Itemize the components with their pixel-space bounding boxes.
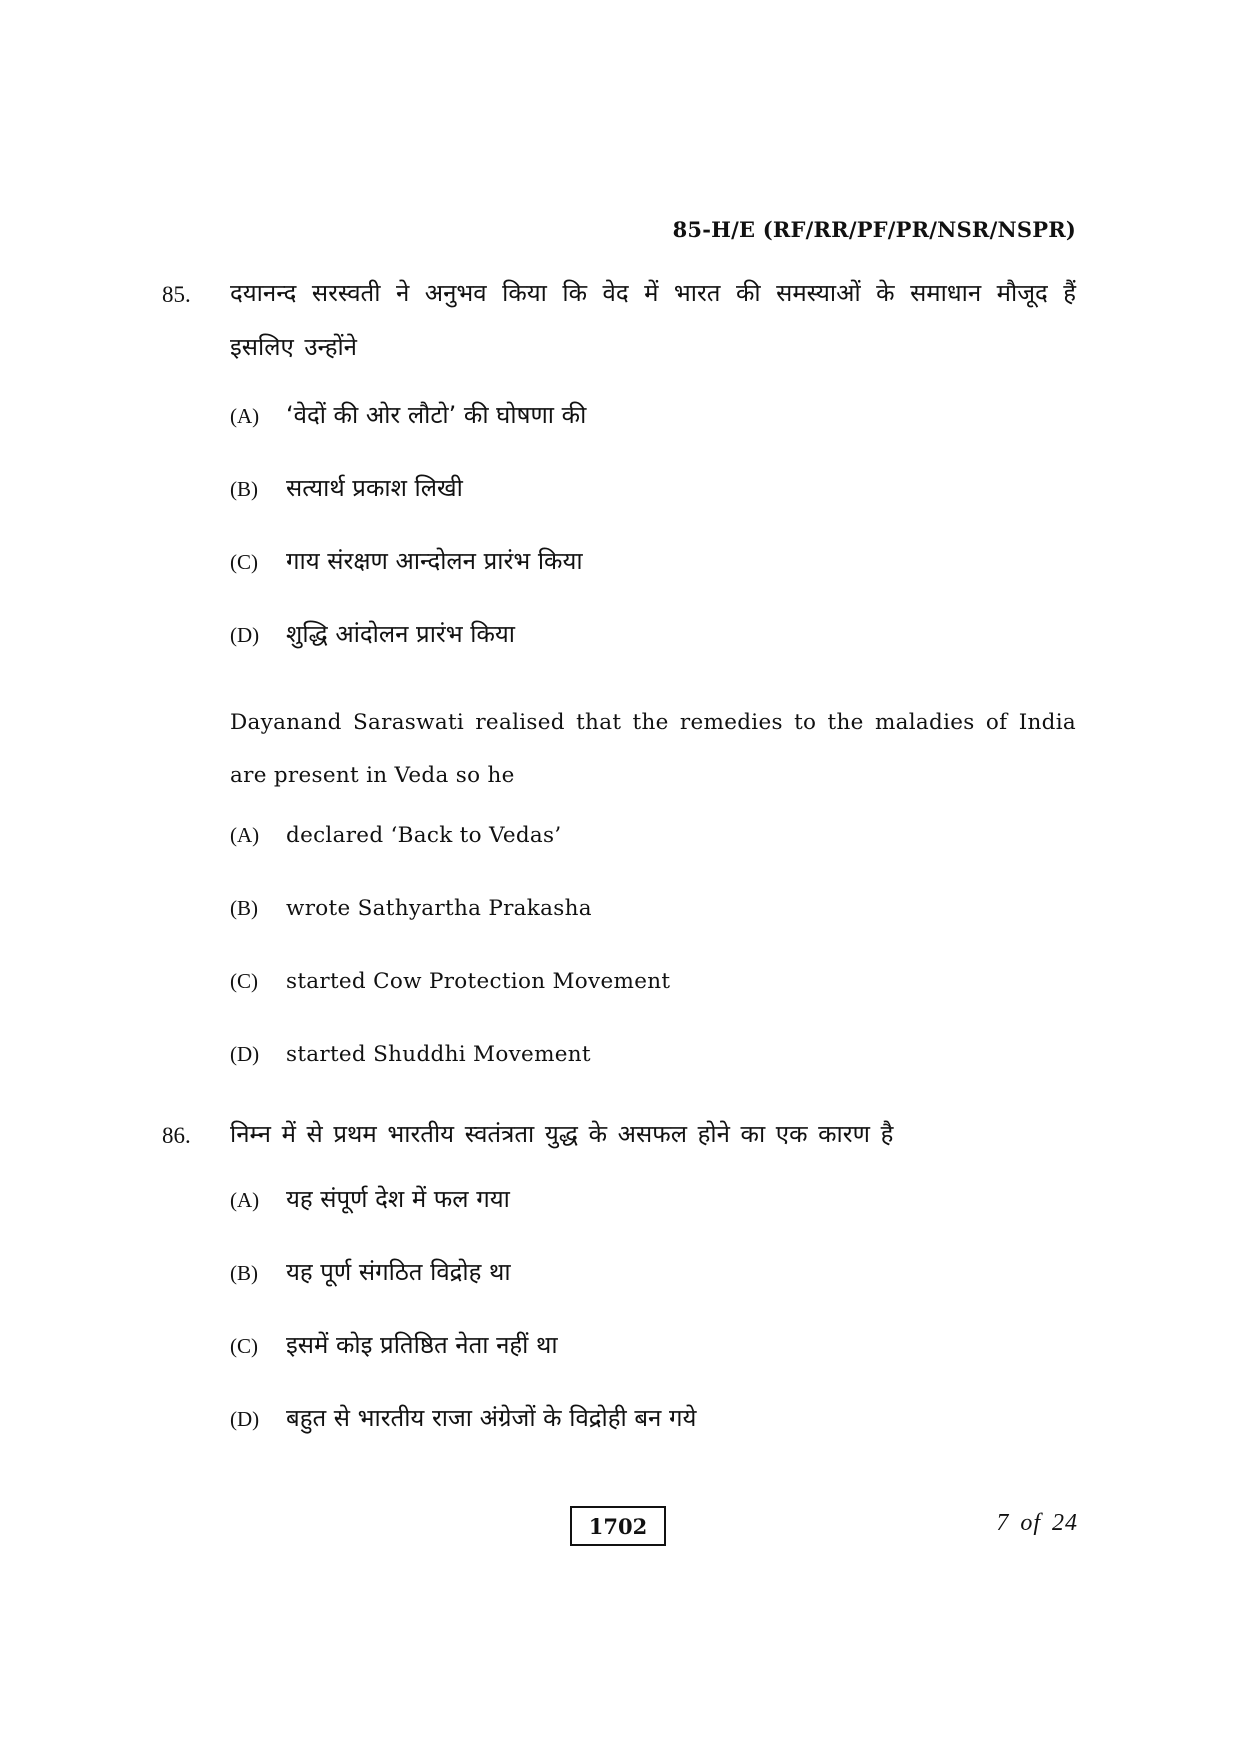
option-label: (A) bbox=[230, 823, 260, 847]
option-text: बहुत से भारतीय राजा अंग्रेजों के विद्रोही बन गये bbox=[286, 1404, 697, 1432]
option-text: इसमें कोइ प्रतिष्ठित नेता नहीं था bbox=[286, 1331, 558, 1359]
option-c-hindi bbox=[230, 1328, 1076, 1401]
option-text: started Cow Protection Movement bbox=[286, 969, 671, 994]
question-number: 86. bbox=[162, 1123, 191, 1148]
question-stem-hindi: दयानन्द सरस्वती ने अनुभव किया कि वेद में भारत की समस्याओं के समाधान मौजूद हैं इसलिए उन्होंने bbox=[230, 279, 1076, 361]
question-number: 85. bbox=[162, 282, 191, 307]
page-number: 7 of 24 bbox=[996, 1510, 1078, 1536]
option-text: started Shuddhi Movement bbox=[286, 1042, 591, 1067]
option-a-english bbox=[230, 823, 1076, 896]
option-label: (C) bbox=[230, 969, 258, 993]
option-label: (A) bbox=[230, 1188, 260, 1212]
option-a-hindi bbox=[230, 398, 1076, 471]
paper-code: 85-H/E (RF/RR/PF/PR/NSR/NSPR) bbox=[672, 217, 1076, 242]
option-b-english bbox=[230, 896, 1076, 969]
question-stem-english: Dayanand Saraswati realised that the remedies to the maladies of India are present in Veda so he bbox=[230, 710, 1076, 788]
option-label: (B) bbox=[230, 1261, 258, 1285]
option-c-english bbox=[230, 969, 1076, 1042]
option-text: ‘वेदों की ओर लौटो’ की घोषणा की bbox=[286, 401, 587, 429]
option-c-hindi bbox=[230, 544, 1076, 617]
option-text: यह पूर्ण संगठित विद्रोह था bbox=[286, 1258, 511, 1286]
option-label: (D) bbox=[230, 1042, 260, 1066]
option-text: wrote Sathyartha Prakasha bbox=[286, 896, 592, 921]
option-label: (B) bbox=[230, 896, 258, 920]
option-b-hindi bbox=[230, 1255, 1076, 1328]
option-text: शुद्धि आंदोलन प्रारंभ किया bbox=[286, 620, 516, 648]
option-label: (D) bbox=[230, 623, 260, 647]
option-text: गाय संरक्षण आन्दोलन प्रारंभ किया bbox=[286, 547, 583, 575]
option-label: (C) bbox=[230, 550, 258, 574]
option-text: यह संपूर्ण देश में फल गया bbox=[286, 1185, 510, 1213]
option-d-hindi bbox=[230, 617, 1076, 690]
option-text: सत्यार्थ प्रकाश लिखी bbox=[286, 474, 463, 502]
question-stem-hindi: निम्न में से प्रथम भारतीय स्वतंत्रता युद्ध के असफल होने का एक कारण है bbox=[230, 1120, 894, 1148]
option-d-hindi bbox=[230, 1401, 1076, 1474]
option-text: declared ‘Back to Vedas’ bbox=[286, 823, 562, 848]
option-a-hindi bbox=[230, 1182, 1076, 1255]
option-b-hindi bbox=[230, 471, 1076, 544]
booklet-code-box: 1702 bbox=[570, 1506, 666, 1546]
option-label: (B) bbox=[230, 477, 258, 501]
option-label: (A) bbox=[230, 404, 260, 428]
option-label: (C) bbox=[230, 1334, 258, 1358]
option-d-english bbox=[230, 1042, 1076, 1115]
option-label: (D) bbox=[230, 1407, 260, 1431]
